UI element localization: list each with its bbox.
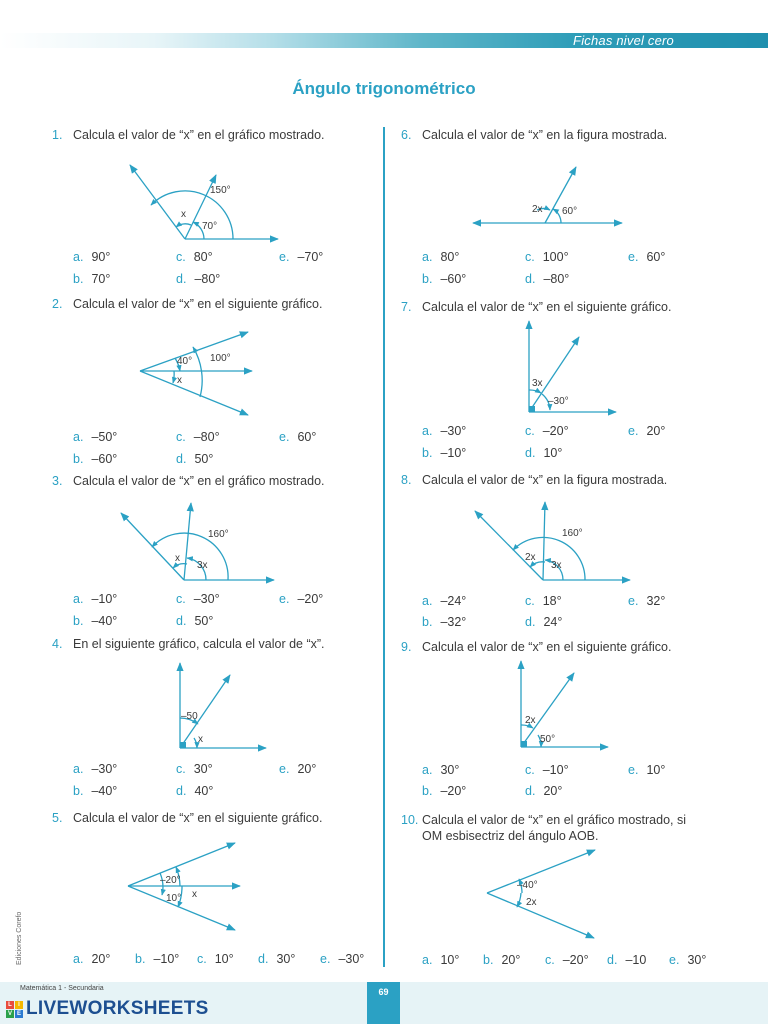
option[interactable]: b. –10° (422, 446, 467, 460)
option[interactable]: d. 40° (176, 784, 214, 798)
option[interactable]: a. 10° (422, 953, 460, 967)
option[interactable]: e. 20° (279, 762, 317, 776)
label-a: 150° (210, 185, 231, 196)
label-a: 2x (532, 204, 543, 215)
label-b: x (181, 209, 186, 220)
label-a: 2x (525, 715, 536, 726)
angle-figure (465, 500, 645, 590)
problem-number: 9. (401, 640, 412, 654)
option[interactable]: e. 60° (628, 250, 666, 264)
problem-text: Calcula el valor de “x” en el siguiente gráfico. (422, 300, 672, 314)
header-bar (0, 33, 768, 48)
option[interactable]: e. 10° (628, 763, 666, 777)
option[interactable]: c. 30° (176, 762, 213, 776)
option[interactable]: d. 24° (525, 615, 563, 629)
option[interactable]: a. 30° (422, 763, 460, 777)
option[interactable]: a. –10° (73, 592, 118, 606)
label-b: 2x (525, 552, 536, 563)
option[interactable]: c. –20° (545, 953, 589, 967)
problem-text: Calcula el valor de “x” en el gráfico mostrado, si (422, 813, 687, 827)
problem-text: Calcula el valor de “x” en el siguiente gráfico. (422, 640, 672, 654)
label-c: 3x (197, 560, 208, 571)
option[interactable]: e. –70° (279, 250, 324, 264)
label-b: 100° (210, 353, 231, 364)
label-b: x (198, 734, 203, 745)
problem-text: Calcula el valor de “x” en el siguiente gráfico. (73, 297, 323, 311)
problem-number: 10. (401, 813, 419, 827)
liveworksheets-logo[interactable] (6, 998, 209, 1020)
logo-text: LIVEWORKSHEETS (26, 998, 209, 1019)
angle-figure (170, 660, 280, 755)
problem-number: 7. (401, 300, 412, 314)
page-title: Ángulo trigonométrico (292, 79, 476, 98)
angle-figure (130, 325, 280, 420)
option[interactable]: c. 10° (197, 952, 234, 966)
angle-figure (120, 838, 250, 933)
subject-label: Matemática 1 - Secundaria (20, 985, 104, 992)
problem-number: 5. (52, 811, 63, 825)
problem-number: 1. (52, 128, 63, 142)
problem-text: Calcula el valor de “x” en el gráfico mostrado. (73, 128, 325, 142)
option[interactable]: c. –10° (525, 763, 569, 777)
problem-text: En el siguiente gráfico, calcula el valor de “x”. (73, 637, 325, 651)
label-c: x (177, 375, 182, 386)
option[interactable]: c. 80° (176, 250, 213, 264)
series-label: Fichas nivel cero (573, 33, 674, 48)
label-a: –50 (181, 711, 198, 722)
label-b: 50° (540, 734, 556, 745)
option[interactable]: c. –30° (176, 592, 220, 606)
angle-figure (110, 500, 290, 590)
option[interactable]: a. –24° (422, 594, 467, 608)
option[interactable]: d. 30° (258, 952, 296, 966)
option[interactable]: d. 20° (525, 784, 563, 798)
option[interactable]: c. –80° (176, 430, 220, 444)
option[interactable]: a. –30° (422, 424, 467, 438)
problem-text: Calcula el valor de “x” en la figura mostrada. (422, 128, 668, 142)
option[interactable]: e. 32° (628, 594, 666, 608)
option[interactable]: d. 50° (176, 452, 214, 466)
label-b: 10° (166, 893, 182, 904)
angle-figure (465, 160, 630, 235)
label-a: 160° (208, 529, 229, 540)
publisher-credit: Ediciones Corefo (16, 911, 23, 965)
option[interactable]: d. –80° (525, 272, 570, 286)
option[interactable]: d. –80° (176, 272, 221, 286)
option[interactable]: e. 60° (279, 430, 317, 444)
option[interactable]: b. –60° (422, 272, 467, 286)
label-c: 3x (551, 560, 562, 571)
angle-figure (520, 318, 630, 418)
problem-text-line2: OM esbisectriz del ángulo AOB. (422, 829, 599, 843)
label-c: x (192, 889, 197, 900)
option[interactable]: c. –20° (525, 424, 569, 438)
option[interactable]: a. 20° (73, 952, 111, 966)
option[interactable]: b. –40° (73, 614, 118, 628)
page-number: 69 (367, 982, 400, 1024)
angle-figure (110, 155, 290, 250)
problem-number: 8. (401, 473, 412, 487)
label-b: 2x (526, 897, 537, 908)
option[interactable]: d. 50° (176, 614, 214, 628)
option[interactable]: e. –20° (279, 592, 324, 606)
option[interactable]: a. –50° (73, 430, 118, 444)
option[interactable]: b. –40° (73, 784, 118, 798)
label-a: –40° (517, 880, 538, 891)
label-b: –30° (548, 396, 569, 407)
option[interactable]: a. 80° (422, 250, 460, 264)
option[interactable]: b. –32° (422, 615, 467, 629)
option[interactable]: e. –30° (320, 952, 365, 966)
option[interactable]: e. 20° (628, 424, 666, 438)
problem-text: Calcula el valor de “x” en la figura mostrada. (422, 473, 668, 487)
problem-number: 6. (401, 128, 412, 142)
option[interactable]: c. 100° (525, 250, 569, 264)
option[interactable]: b. –10° (135, 952, 180, 966)
label-a: 40° (177, 356, 193, 367)
problem-number: 3. (52, 474, 63, 488)
label-a: –20° (160, 875, 181, 886)
label-a: 160° (562, 528, 583, 539)
option[interactable]: e. 30° (669, 953, 707, 967)
option[interactable]: d. 10° (525, 446, 563, 460)
option[interactable]: b. 20° (483, 953, 521, 967)
column-divider (383, 127, 385, 967)
option[interactable]: b. 70° (73, 272, 111, 286)
option[interactable]: d. –10 (607, 953, 647, 967)
option[interactable]: b. –60° (73, 452, 118, 466)
problem-number: 4. (52, 637, 63, 651)
option[interactable]: a. –30° (73, 762, 118, 776)
label-b: x (175, 553, 180, 564)
angle-figure (512, 658, 622, 753)
angle-figure (479, 843, 609, 943)
option[interactable]: b. –20° (422, 784, 467, 798)
problem-number: 2. (52, 297, 63, 311)
option[interactable]: c. 18° (525, 594, 562, 608)
label-b: 60° (562, 206, 578, 217)
label-c: 70° (202, 221, 218, 232)
problem-text: Calcula el valor de “x” en el siguiente gráfico. (73, 811, 323, 825)
logo-icon: L I V E (7, 1001, 21, 1017)
option[interactable]: a. 90° (73, 250, 111, 264)
label-a: 3x (532, 378, 543, 389)
problem-text: Calcula el valor de “x” en el gráfico mostrado. (73, 474, 325, 488)
